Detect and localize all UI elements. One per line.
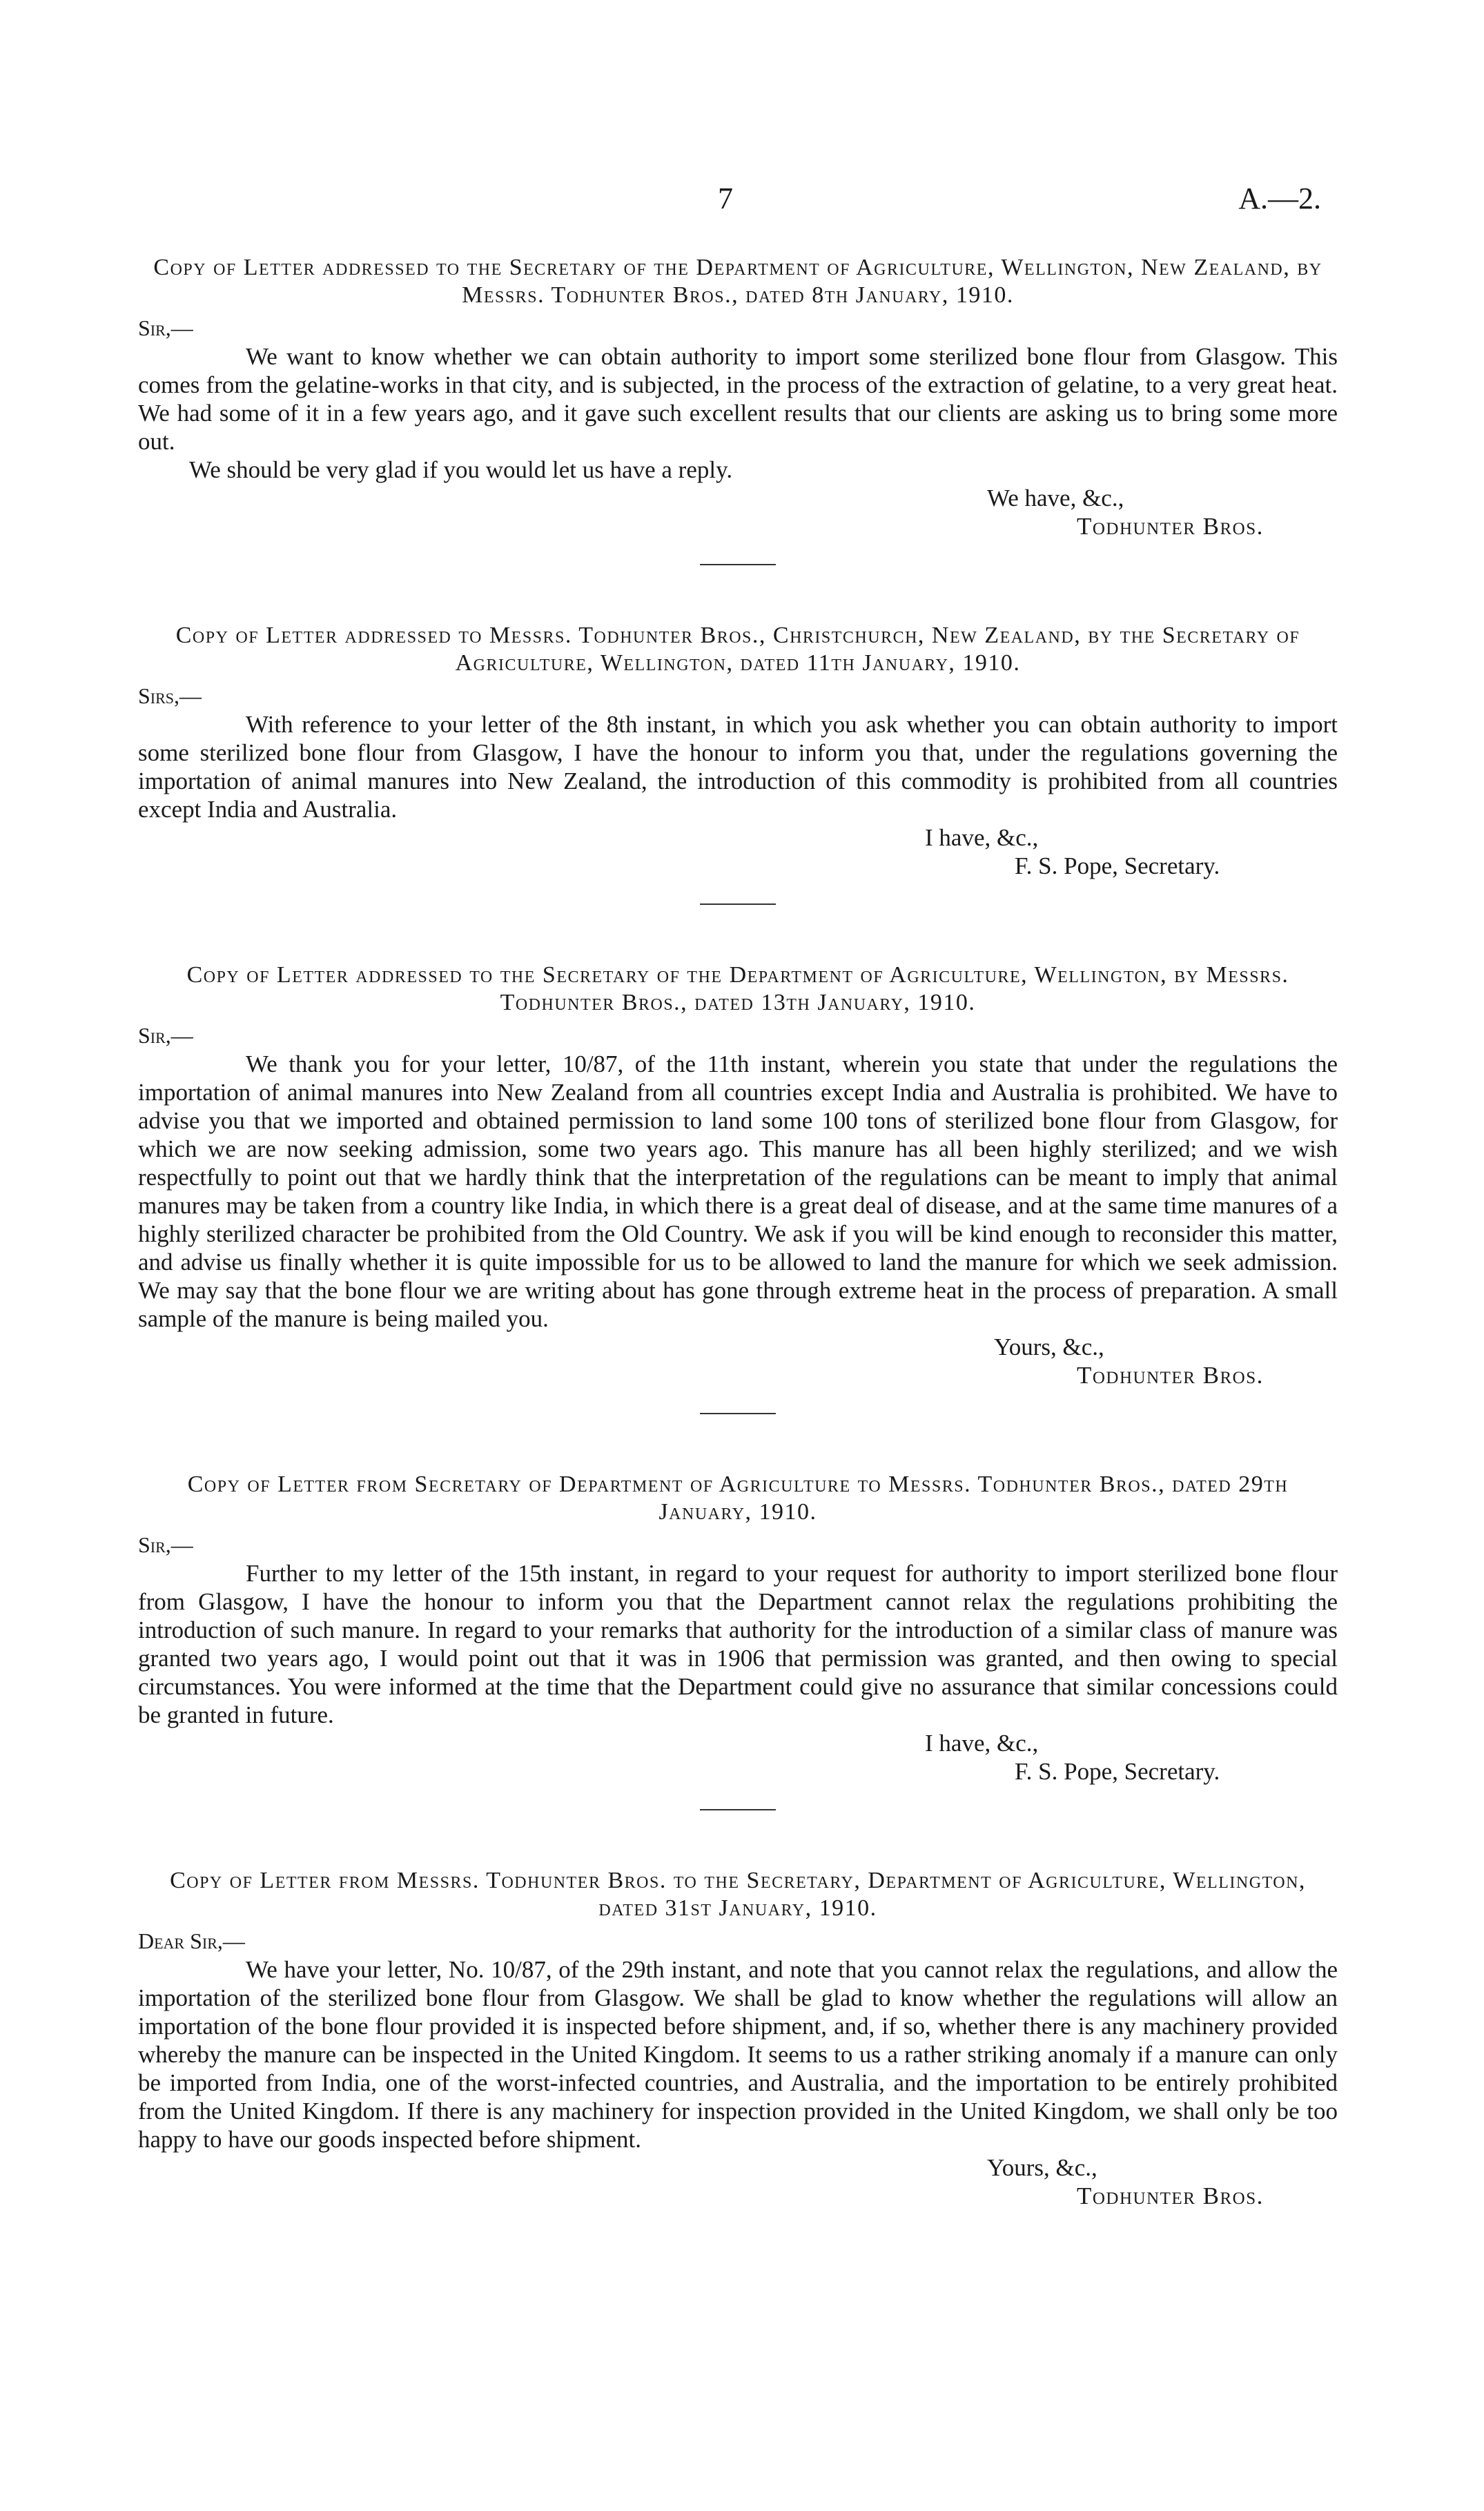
section-divider (700, 564, 776, 565)
letter-salutation: Sirs,— (138, 683, 202, 708)
letter-paragraph: Further to my letter of the 15th instant, in regard to your request for authority to import sterilized bone flour from Glasgow, I have the honour to inform you that the Department cannot relax the regulations prohibiting the introduction of such manure. In regard to your remarks that authority for the introduction of a similar class of manure was granted two years ago, I would point out that it was in 1906 that permission was granted, and then owing to special circumstances. You were informed at the time that the Department could give no assurance that similar concessions could be granted in future. (138, 1560, 1338, 1728)
letter-signature: F. S. Pope, Secretary. (1015, 1758, 1220, 1785)
letter-closing: Yours, &c., (987, 2154, 1097, 2181)
letter-signature: Todhunter Bros. (1077, 2182, 1264, 2209)
section-divider (700, 1413, 776, 1414)
document-reference: A.—2. (1238, 182, 1321, 215)
letter-salutation: Sir,— (138, 1532, 193, 1557)
letter-paragraph: We have your letter, No. 10/87, of the 29th instant, and note that you cannot relax the regulations, and allow the importation of the sterilized bone flour from Glasgow. We shall be glad to know whether the regulations will allow an importation of the bone flour provided it is inspected before shipment, and, if so, whether there is any machinery provided whereby the manure can be inspected in the United Kingdom. It seems to us a rather striking anomaly if a manure can only be imported from India, one of the worst-infected countries, and Australia, and the importation to be entirely prohibited from the United Kingdom. If there is any machinery for inspection provided in the United Kingdom, we shall only be too happy to have our goods inspected before shipment. (138, 1956, 1338, 2153)
letter-heading: Copy of Letter addressed to Messrs. Todhunter Bros., Christchurch, New Zealand, by the Secretary of Agriculture, Wellington, dated 11th January, 1910. (175, 623, 1300, 676)
letter-closing: We have, &c., (987, 485, 1124, 511)
page-number: 7 (718, 182, 733, 215)
letter-paragraph: We thank you for your letter, 10/87, of the 11th instant, wherein you state that under the regulations the importation of animal manures into New Zealand from all countries except India and Australia is prohibited. We have to advise you that we imported and obtained permission to land some 100 tons of sterilized bone flour from Glasgow, for which we are now seeking admission, some two years ago. This manure has all been highly sterilized; and we wish respectfully to point out that we hardly think that the interpretation of the regulations can be meant to imply that animal manures may be taken from a country like India, in which there is a great deal of disease, and at the same time manures of a highly sterilized character be prohibited from the Old Country. We ask if you will be kind enough to reconsider this matter, and advise us finally whether it is quite impossible for us to be allowed to land the manure for which we seek admission. We may say that the bone flour we are writing about has gone through extreme heat in the process of preparation. A small sample of the manure is being mailed you. (138, 1051, 1338, 1332)
letter-salutation: Sir,— (138, 315, 193, 340)
section-divider (700, 903, 776, 905)
letter-paragraph: With reference to your letter of the 8th instant, in which you ask whether you can obtain authority to import some sterilized bone flour from Glasgow, I have the honour to inform you that, under the regulations governing the importation of animal manures into New Zealand, the introduction of this commodity is prohibited from all countries except India and Australia. (138, 711, 1338, 823)
letter-closing: Yours, &c., (994, 1333, 1104, 1360)
letter-salutation: Dear Sir,— (138, 1928, 245, 1953)
letter-heading: Copy of Letter addressed to the Secretary of the Department of Agriculture, Wellington, New Zealand, by Messrs. Todhunter Bros., dated 8th January, 1910. (153, 255, 1322, 308)
letter-heading: Copy of Letter from Secretary of Department of Agriculture to Messrs. Todhunter Bros., dated 29th January, 1910. (187, 1472, 1289, 1525)
letter-heading: Copy of Letter from Messrs. Todhunter Bros. to the Secretary, Department of Agriculture, Wellington, dated 31st January, 1910. (170, 1868, 1306, 1921)
letter-salutation: Sir,— (138, 1023, 193, 1048)
letter-heading: Copy of Letter addressed to the Secretary of the Department of Agriculture, Wellington, by Messrs. Todhunter Bros., dated 13th January, 1910. (186, 962, 1289, 1015)
letter-paragraph: We want to know whether we can obtain authority to import some sterilized bone flour from Glasgow. This comes from the gelatine-works in that city, and is subjected, in the process of the extraction of gelatine, to a very great heat. We had some of it in a few years ago, and it gave such excellent results that our clients are asking us to bring some more out. (138, 343, 1338, 455)
letter-1 (138, 254, 1338, 540)
letter-2 (138, 622, 1338, 880)
letter-signature: Todhunter Bros. (1077, 1362, 1264, 1389)
letter-signature: F. S. Pope, Secretary. (1015, 852, 1220, 879)
letter-closing: I have, &c., (925, 1730, 1039, 1757)
section-divider (700, 1809, 776, 1810)
letter-closing: I have, &c., (925, 824, 1039, 851)
letters-section (138, 254, 1338, 2210)
letter-signature: Todhunter Bros. (1077, 513, 1264, 540)
letter-5 (138, 1867, 1338, 2210)
letter-paragraph: We should be very glad if you would let us have a reply. (189, 456, 733, 483)
letter-3 (138, 961, 1338, 1389)
letter-4 (138, 1471, 1338, 1786)
